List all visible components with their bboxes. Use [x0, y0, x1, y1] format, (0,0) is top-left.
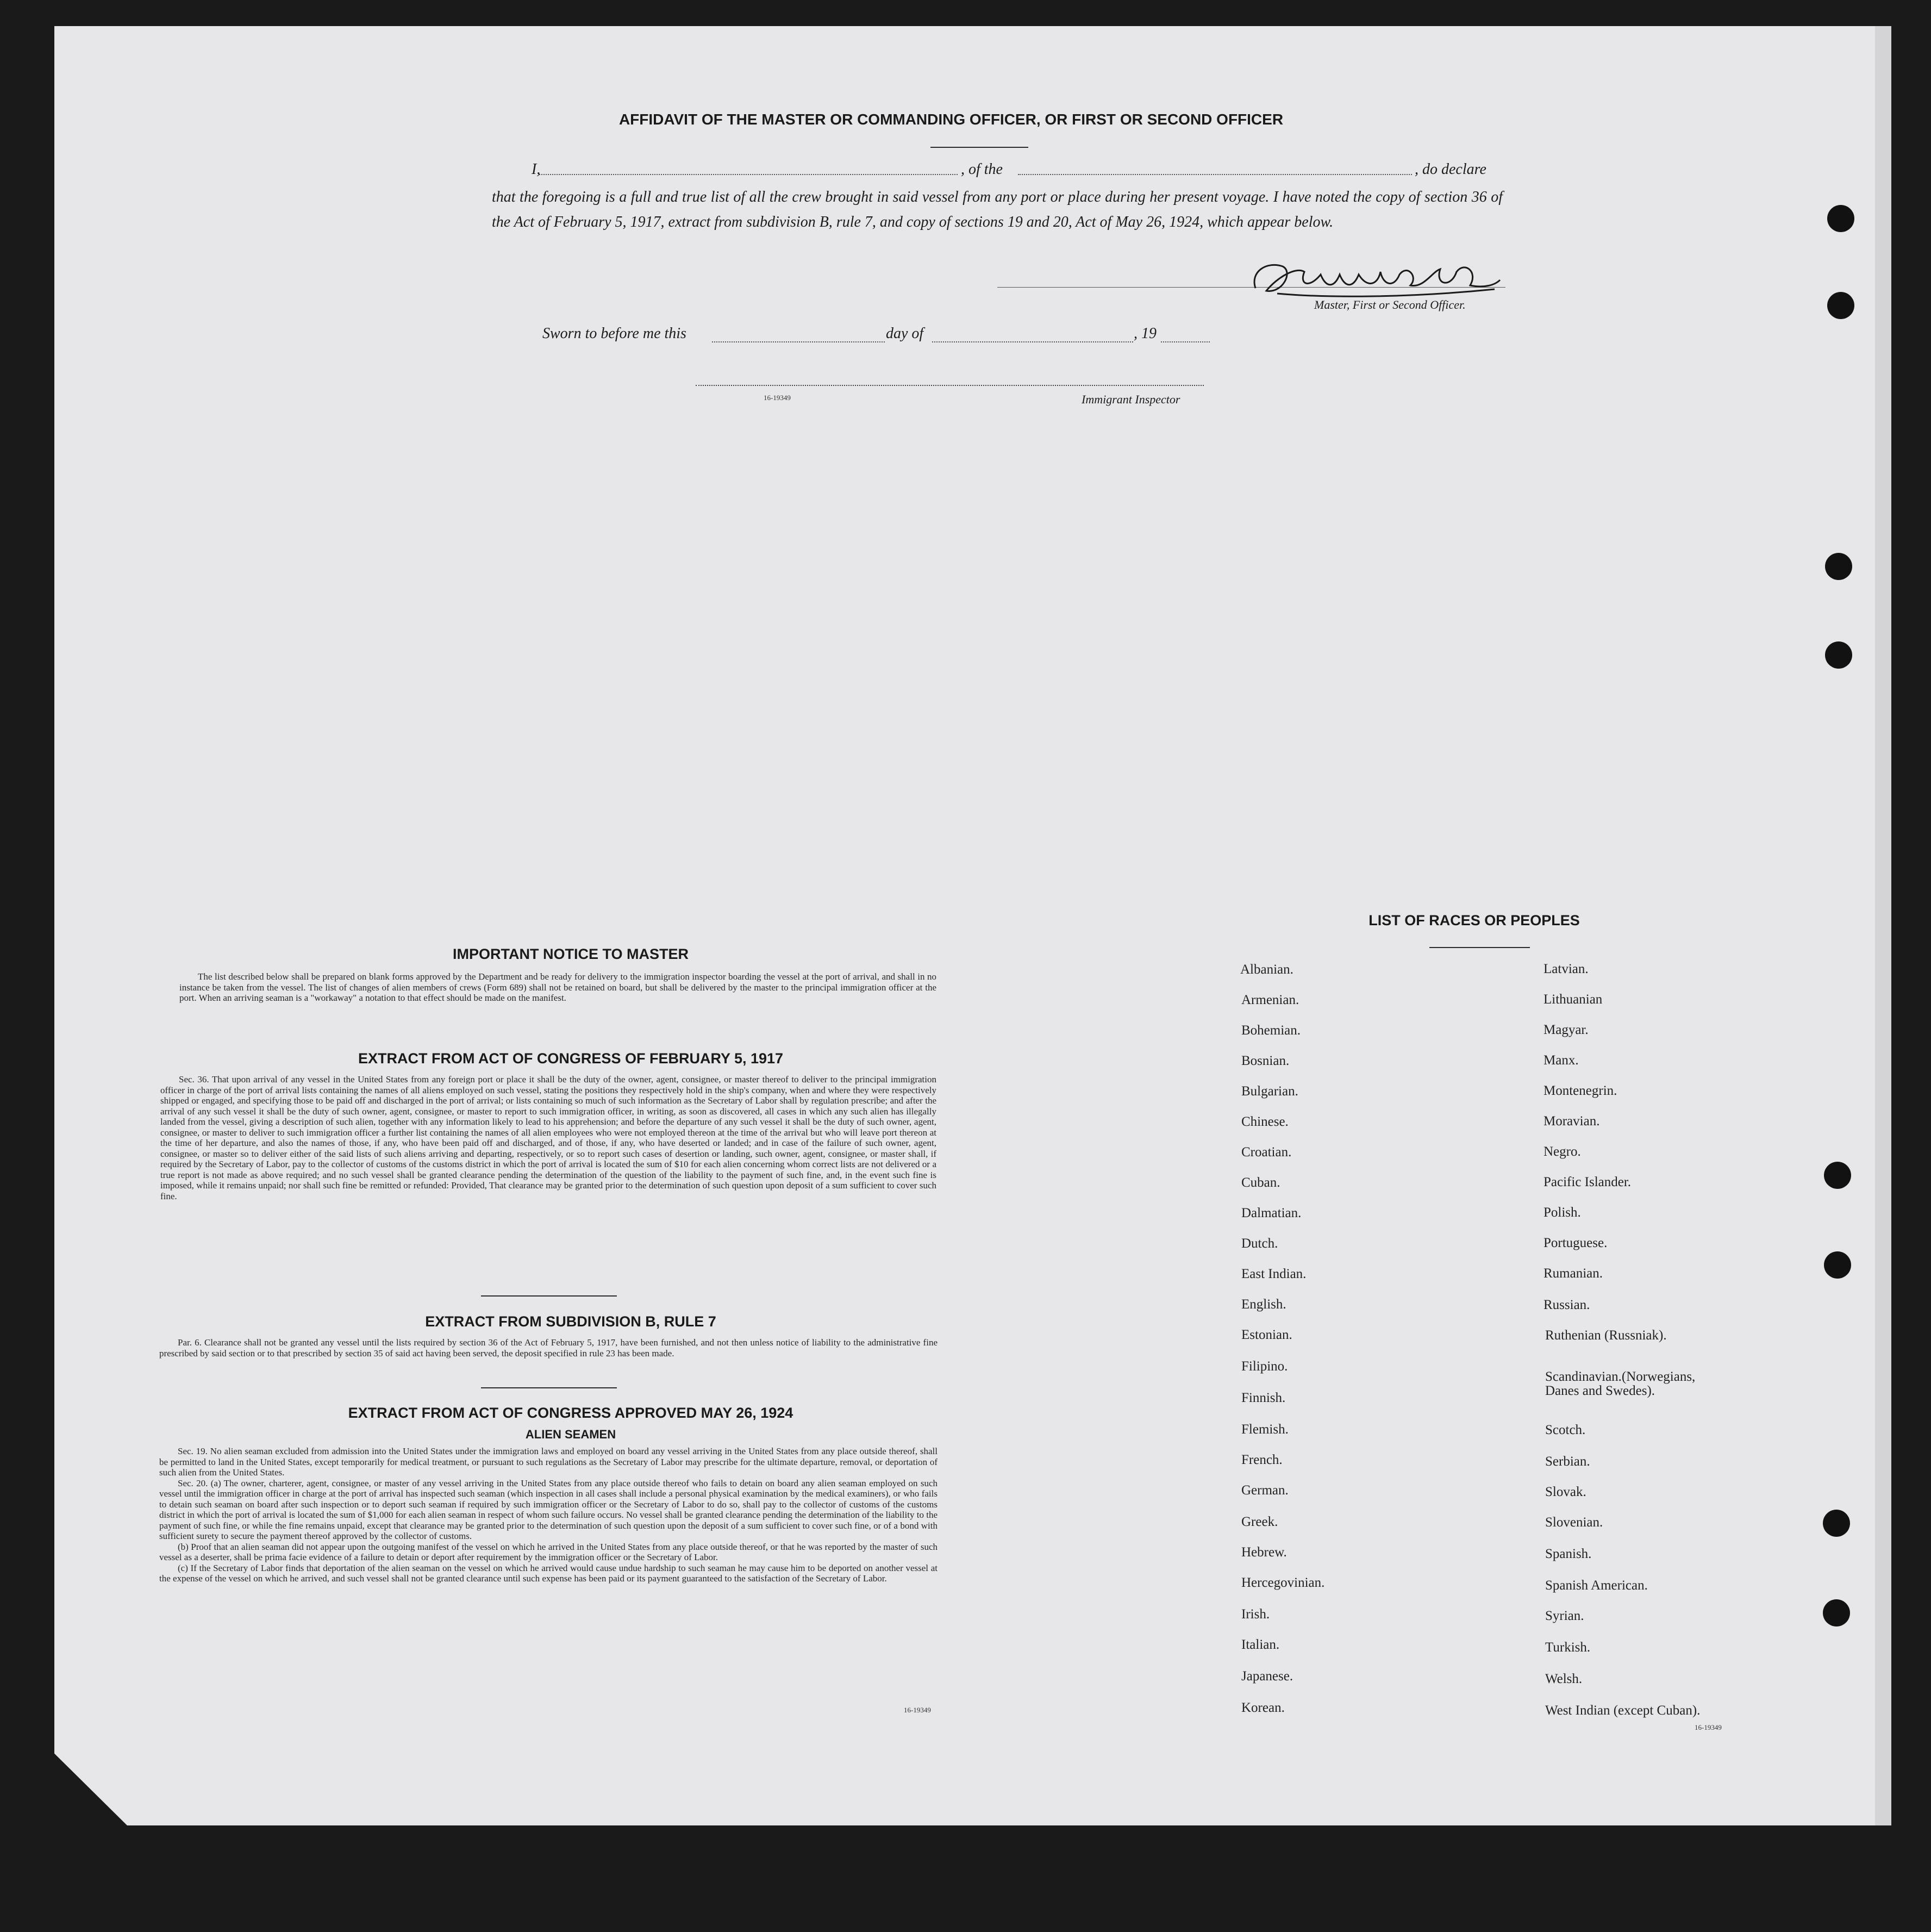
declarant-line: [532, 161, 1504, 180]
race-item: Syrian.: [1545, 1609, 1584, 1623]
race-item: Latvian.: [1543, 962, 1589, 976]
binder-hole: [1827, 205, 1854, 232]
binder-hole: [1827, 292, 1854, 319]
sworn-month-field[interactable]: [932, 341, 1133, 342]
race-item: Scotch.: [1545, 1423, 1586, 1437]
race-item: Italian.: [1241, 1637, 1280, 1652]
race-item: West Indian (except Cuban).: [1545, 1703, 1701, 1718]
race-item: Manx.: [1543, 1053, 1579, 1068]
of-the-label: , of the: [961, 161, 1003, 178]
binder-hole: [1823, 1510, 1850, 1537]
race-item: Spanish American.: [1545, 1578, 1648, 1593]
binder-hole: [1825, 553, 1852, 580]
sworn-label: Sworn to before me this: [542, 325, 686, 342]
alien-seamen-subtitle: ALIEN SEAMEN: [525, 1428, 616, 1441]
race-item: Japanese.: [1241, 1669, 1293, 1684]
title-rule: [930, 147, 1028, 148]
race-item: Serbian.: [1545, 1454, 1590, 1469]
race-item: Bulgarian.: [1241, 1084, 1298, 1099]
race-item: Armenian.: [1241, 993, 1299, 1007]
binder-hole: [1823, 1599, 1850, 1626]
form-number-right: 16-19349: [1695, 1723, 1722, 1731]
race-item: Chinese.: [1241, 1114, 1289, 1129]
form-number-top: 16-19349: [764, 394, 791, 402]
race-item: Estonian.: [1241, 1328, 1292, 1342]
race-item: Bosnian.: [1241, 1054, 1290, 1068]
race-item: English.: [1241, 1297, 1286, 1312]
race-item: Finnish.: [1241, 1391, 1286, 1405]
race-item: Portuguese.: [1543, 1236, 1608, 1250]
signature-caption: Master, First or Second Officer.: [1314, 298, 1466, 311]
sec20b-paragraph: (b) Proof that an alien seaman did not appear upon the outgoing manifest of the vessel on which he arrived in the United States from any place outside thereof, or that he was reported by the master of such vessel as a deserter, shall be prima facie evidence of a failure to detain or deport after requirement by the immigration officer or the Secretary of Labor.: [159, 1541, 938, 1562]
races-title: LIST OF RACES OR PEOPLES: [1368, 912, 1580, 928]
race-item: Dalmatian.: [1241, 1206, 1302, 1220]
extract-1924-body: [159, 1446, 938, 1584]
signature-mark: [1245, 255, 1516, 304]
race-item: Scandinavian.(Norwegians, Danes and Swedes).: [1545, 1369, 1696, 1398]
sec20a-paragraph: Sec. 20. (a) The owner, charterer, agent, consignee, or master of any vessel arriving in the United States from any place outside thereof who fails to detain on board any alien seaman employed on such vessel until the immigration officer in charge at the port of arrival has inspected such seaman (which inspection in all cases shall include a personal physical examination by the medical examiners), or who fails to detain such seaman on board after such inspection or to deport such seaman if required by such immigration officer or the Secretary of Labor to do so, shall pay to the collector of customs of the customs district in which the port of arrival is located the sum of $1,000 for each alien seaman in respect of whom such failure occurs. No vessel shall be granted clearance pending the determination of the liability to the payment of such fine, or while the fine remains unpaid, except that clearance may be granted prior to the determination of such question upon the deposit of a sum sufficient to cover such fine, or of a bond with sufficient surety to secure the payment thereof approved by the collector of customs.: [159, 1478, 938, 1541]
race-item: Spanish.: [1545, 1547, 1592, 1561]
race-item: Lithuanian: [1543, 992, 1603, 1007]
sec20c-paragraph: (c) If the Secretary of Labor finds that deportation of the alien seaman on the vessel on which he arrived would cause undue hardship to such seaman he may cause him to be deported on another vessel at the expense of the vessel on which he arrived, and such vessel shall not be granted clearance until such expense has been paid or its payment guaranteed to the satisfaction of the Secretary of Labor.: [159, 1562, 938, 1584]
extract-rule7-body: [159, 1337, 938, 1358]
affidavit-body: that the foregoing is a full and true list of all the crew brought in said vessel from any port or place during her present voyage. I have noted the copy of section 36 of the Act of February 5, 1917, extract from subdivision B, rule 7, and copy of sections 19 and 20, Act of May 26, 1924, which appear below.: [492, 189, 1503, 230]
i-label: I,: [532, 161, 541, 178]
race-item: Russian.: [1543, 1298, 1590, 1312]
race-item: Irish.: [1241, 1607, 1270, 1622]
extract-1924-title: EXTRACT FROM ACT OF CONGRESS APPROVED MAY 26, 1924: [348, 1405, 793, 1421]
race-item: Cuban.: [1241, 1175, 1280, 1190]
binder-hole: [1824, 1251, 1851, 1279]
declare-label: , do declare: [1415, 161, 1486, 178]
race-item: Ruthenian (Russniak).: [1545, 1328, 1667, 1343]
declarant-name-field[interactable]: [539, 174, 958, 175]
sec36-paragraph: Sec. 36. That upon arrival of any vessel in the United States from any foreign port or place it shall be the duty of the owner, agent, consignee, or master thereof to deliver to the principal immigration officer in charge of the port of arrival lists containing the names of all aliens employed on such vessel, stating the positions they respectively hold in the ship's company, when and where they were respectively shipped or engaged, and specifying those to be paid off and discharged in the port of arrival; or lists containing so much of such information as the Secretary of Labor shall by regulation prescribe; and after the arrival of any such vessel it shall be the duty of such owner, agent, consignee, or master to report to such immigration officer, in writing, as soon as discovered, all cases in which any such alien has illegally landed from the vessel, giving a description of such alien, together with any information likely to lead to his apprehension; and before the departure of any such vessel it shall be the duty of such owner, agent, consignee, or master to deliver to such immigration officer a further list containing the names of all alien employees who were not employed thereon at the time of the arrival but who will leave port thereon at the time of her departure, and also the names of those, if any, who have been paid off and discharged, and of those, if any, who have deserted or landed; and in case of the failure of such owner, agent, consignee, or master so to deliver either of the said lists of such aliens arriving and departing, respectively, or so to report such cases of desertion or landing, such owner, agent, consignee, or master shall, if required by the Secretary of Labor, pay to the collector of customs of the customs district in which the port of arrival is located the sum of $10 for each alien concerning whom correct lists are not delivered or a true report is not made as above required; and no such vessel shall be granted clearance pending the determination of the question of the liability to the payment of such fine, and, in the event such fine is imposed, while it remains unpaid; nor shall such fine be remitted or refunded: Provided, That clearance may be granted prior to the determination of such question upon deposit of a sum sufficient to cover such fine.: [160, 1074, 936, 1201]
section-divider: [481, 1387, 617, 1388]
extract-1917-title: EXTRACT FROM ACT OF CONGRESS OF FEBRUARY 5, 1917: [358, 1050, 784, 1067]
race-item: Albanian.: [1240, 962, 1293, 977]
vessel-name-field[interactable]: [1018, 174, 1412, 175]
notice-paragraph: The list described below shall be prepared on blank forms approved by the Department and be ready for delivery to the immigration inspector boarding the vessel at the port of arrival, and shall in no instance be taken from the vessel. The list of changes of alien members of crews (Form 689) shall not be retained on board, but shall be delivered by the master to the principal immigration officer at the port. When an arriving seaman is a "workaway" a notation to that effect should be made on the manifest.: [179, 971, 936, 1003]
race-item: Hebrew.: [1241, 1545, 1287, 1560]
sworn-day-field[interactable]: [712, 341, 885, 342]
binder-hole: [1824, 1162, 1851, 1189]
race-item: Greek.: [1241, 1515, 1278, 1529]
race-item: German.: [1241, 1483, 1289, 1498]
race-item: Pacific Islander.: [1543, 1175, 1632, 1189]
race-item: East Indian.: [1241, 1267, 1307, 1281]
race-item: Flemish.: [1241, 1422, 1289, 1437]
race-item: French.: [1241, 1453, 1283, 1467]
extract-rule7-title: EXTRACT FROM SUBDIVISION B, RULE 7: [425, 1313, 716, 1330]
form-number-left: 16-19349: [904, 1706, 931, 1714]
notice-title: IMPORTANT NOTICE TO MASTER: [453, 946, 689, 962]
race-item: Dutch.: [1241, 1236, 1278, 1251]
inspector-signature-line[interactable]: [696, 385, 1204, 386]
race-item: Slovak.: [1545, 1485, 1586, 1499]
section-divider: [481, 1295, 617, 1297]
race-item: Montenegrin.: [1543, 1083, 1617, 1098]
race-item: Bohemian.: [1241, 1023, 1301, 1038]
race-item: Korean.: [1241, 1700, 1285, 1715]
races-title-rule: [1429, 947, 1530, 948]
race-item: Hercegovinian.: [1241, 1575, 1325, 1590]
sworn-line: [542, 325, 1211, 347]
race-item: Filipino.: [1241, 1359, 1288, 1374]
year-label: , 19: [1134, 325, 1157, 342]
race-item: Polish.: [1543, 1205, 1581, 1220]
page-edge: [1875, 26, 1891, 1825]
notice-body: [179, 971, 936, 1004]
race-item: Welsh.: [1545, 1672, 1583, 1686]
race-item: Slovenian.: [1545, 1515, 1603, 1530]
race-item: Croatian.: [1241, 1145, 1292, 1160]
binder-hole: [1825, 641, 1852, 669]
race-item: Turkish.: [1545, 1640, 1591, 1655]
extract-1917-body: [160, 1074, 936, 1201]
inspector-caption: Immigrant Inspector: [1082, 392, 1180, 406]
sec19-paragraph: Sec. 19. No alien seaman excluded from admission into the United States under the immigration laws and employed on board any vessel arriving in the United States from any place outside thereof, shall be permitted to land in the United States, except temporarily for medical treatment, or pursuant to such regulations as the Secretary of Labor may prescribe for the ultimate departure, removal, or deportation of such alien from the United States.: [159, 1446, 938, 1478]
race-item: Rumanian.: [1543, 1266, 1603, 1281]
affidavit-title: AFFIDAVIT OF THE MASTER OR COMMANDING OFFICER, OR FIRST OR SECOND OFFICER: [618, 111, 1284, 128]
sworn-year-field[interactable]: [1161, 341, 1210, 342]
race-item: Negro.: [1543, 1144, 1581, 1159]
par6-paragraph: Par. 6. Clearance shall not be granted any vessel until the lists required by section 36 of the Act of February 5, 1917, have been furnished, and not then unless notice of liability to the administrative fine prescribed by said section or to that prescribed by section 35 of said act having been served, the deposit specified in rule 23 has been made.: [159, 1337, 938, 1358]
race-item: Magyar.: [1543, 1023, 1589, 1037]
day-of-label: day of: [886, 325, 924, 342]
race-item: Moravian.: [1543, 1114, 1600, 1129]
